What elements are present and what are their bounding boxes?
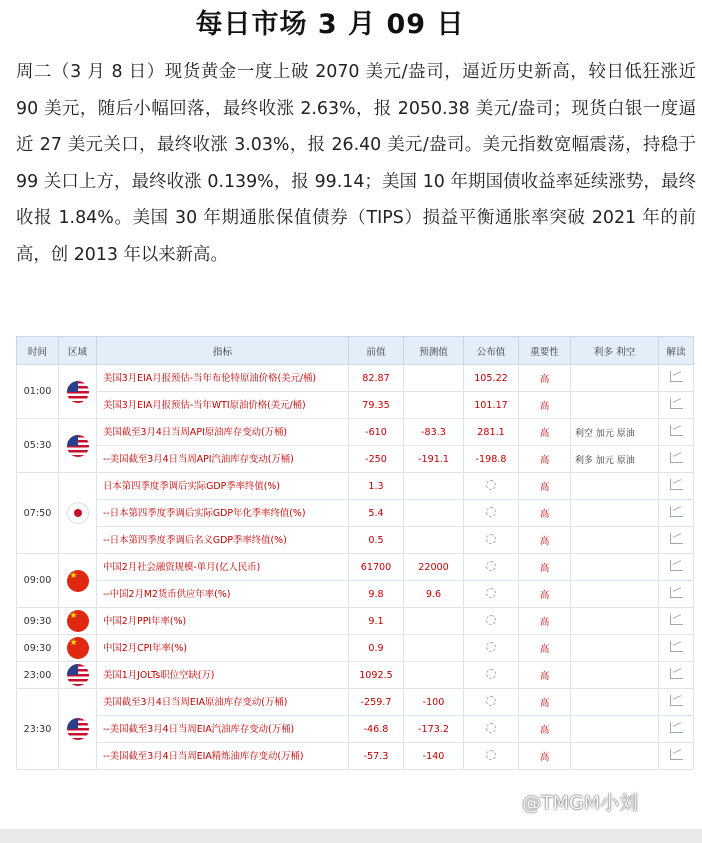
indicator-cell: 中国2月社会融资规模-单月(亿人民币) <box>97 554 349 581</box>
table-row <box>17 608 694 635</box>
pending-icon <box>486 669 496 679</box>
chart-icon[interactable] <box>670 506 683 517</box>
time-cell: 07:50 <box>17 473 59 554</box>
region-cell <box>59 635 97 662</box>
jp-flag-icon <box>67 502 89 524</box>
us-flag-icon <box>67 718 89 740</box>
effect-cell <box>571 581 659 608</box>
forecast-cell <box>404 473 464 500</box>
region-cell <box>59 554 97 608</box>
time-cell: 23:30 <box>17 689 59 770</box>
importance-cell: 高 <box>519 689 571 716</box>
chart-icon[interactable] <box>670 398 683 409</box>
previous-cell: 82.87 <box>349 365 404 392</box>
col-region-header: 区域 <box>59 337 97 365</box>
previous-cell: -46.8 <box>349 716 404 743</box>
chart-icon[interactable] <box>670 425 683 436</box>
analysis-cell <box>659 446 694 473</box>
effect-cell <box>571 473 659 500</box>
pending-icon <box>486 615 496 625</box>
actual-cell <box>464 608 519 635</box>
effect-cell <box>571 662 659 689</box>
forecast-cell <box>404 608 464 635</box>
actual-cell: 101.17 <box>464 392 519 419</box>
effect-cell <box>571 365 659 392</box>
effect-cell <box>571 635 659 662</box>
actual-cell: 281.1 <box>464 419 519 446</box>
forecast-cell: -191.1 <box>404 446 464 473</box>
indicator-cell: 美国截至3月4日当周EIA原油库存变动(万桶) <box>97 689 349 716</box>
effect-cell: 利多 加元 原油 <box>571 446 659 473</box>
table-row <box>17 581 694 608</box>
importance-cell: 高 <box>519 635 571 662</box>
forecast-cell: -100 <box>404 689 464 716</box>
importance-cell: 高 <box>519 446 571 473</box>
analysis-cell <box>659 716 694 743</box>
time-cell: 09:30 <box>17 635 59 662</box>
col-effect-header: 利多 利空 <box>571 337 659 365</box>
previous-cell: 0.5 <box>349 527 404 554</box>
table-row <box>17 554 694 581</box>
importance-cell: 高 <box>519 365 571 392</box>
previous-cell: 61700 <box>349 554 404 581</box>
table-row <box>17 500 694 527</box>
analysis-cell <box>659 392 694 419</box>
indicator-cell: --日本第四季度季调后实际GDP年化季率终值(%) <box>97 500 349 527</box>
table-row <box>17 365 694 392</box>
economic-calendar <box>16 336 693 770</box>
pending-icon <box>486 696 496 706</box>
market-summary-paragraph: 周二（3 月 8 日）现货黄金一度上破 2070 美元/盎司，逼近历史新高，较日低狂涨近 90 美元，随后小幅回落，最终收涨 2.63%，报 2050.38 美元/盎司；现货白银一度逼近 27 美元关口，最终收涨 3.03%，报 26.40 美元/盎司。美元指数宽幅震荡，持稳于 99 关口上方，最终收涨 0.139%，报 99.14；美国 10 年期国债收益率延续涨势，最终收报 1.84%。美国 30 年期通胀保值债券（TIPS）损益平衡通胀率突破 2021 年的前高，创 2013 年以来新高。 <box>16 62 696 265</box>
forecast-cell: -140 <box>404 743 464 770</box>
previous-cell: -610 <box>349 419 404 446</box>
forecast-cell <box>404 365 464 392</box>
watermark: @TMGM小刘 <box>522 792 639 814</box>
effect-cell <box>571 554 659 581</box>
analysis-cell <box>659 608 694 635</box>
table-row <box>17 662 694 689</box>
actual-cell <box>464 743 519 770</box>
col-time-header: 时间 <box>17 337 59 365</box>
table-row <box>17 635 694 662</box>
previous-cell: 9.8 <box>349 581 404 608</box>
time-cell: 09:00 <box>17 554 59 608</box>
table-row <box>17 392 694 419</box>
bottom-bar <box>0 829 702 843</box>
actual-cell <box>464 473 519 500</box>
forecast-cell: 22000 <box>404 554 464 581</box>
previous-cell: -57.3 <box>349 743 404 770</box>
region-cell <box>59 689 97 770</box>
actual-cell <box>464 635 519 662</box>
col-indicator-header: 指标 <box>97 337 349 365</box>
chart-icon[interactable] <box>670 533 683 544</box>
region-cell <box>59 662 97 689</box>
analysis-cell <box>659 689 694 716</box>
previous-cell: 9.1 <box>349 608 404 635</box>
actual-cell <box>464 500 519 527</box>
actual-cell: 105.22 <box>464 365 519 392</box>
indicator-cell: 美国3月EIA月报预估-当年布伦特原油价格(美元/桶) <box>97 365 349 392</box>
region-cell <box>59 608 97 635</box>
analysis-cell <box>659 365 694 392</box>
previous-cell: 1.3 <box>349 473 404 500</box>
table-header-row <box>17 337 694 365</box>
col-forecast-header: 预测值 <box>404 337 464 365</box>
forecast-cell: -83.3 <box>404 419 464 446</box>
importance-cell: 高 <box>519 608 571 635</box>
chart-icon[interactable] <box>670 560 683 571</box>
chart-icon[interactable] <box>670 641 683 652</box>
forecast-cell <box>404 635 464 662</box>
pending-icon <box>486 561 496 571</box>
actual-cell <box>464 581 519 608</box>
us-flag-icon <box>67 435 89 457</box>
page-title: 每日市场 3 月 09 日 <box>195 9 465 40</box>
analysis-cell <box>659 527 694 554</box>
forecast-cell <box>404 392 464 419</box>
pending-icon <box>486 480 496 490</box>
chart-icon[interactable] <box>670 749 683 760</box>
analysis-cell <box>659 581 694 608</box>
pending-icon <box>486 642 496 652</box>
importance-cell: 高 <box>519 473 571 500</box>
actual-cell <box>464 662 519 689</box>
table-row <box>17 419 694 446</box>
col-actual-header: 公布值 <box>464 337 519 365</box>
us-flag-icon <box>67 381 89 403</box>
indicator-cell: 中国2月PPI年率(%) <box>97 608 349 635</box>
importance-cell: 高 <box>519 716 571 743</box>
chart-icon[interactable] <box>670 587 683 598</box>
col-previous-header: 前值 <box>349 337 404 365</box>
effect-cell <box>571 743 659 770</box>
chart-icon[interactable] <box>670 695 683 706</box>
importance-cell: 高 <box>519 581 571 608</box>
forecast-cell: -173.2 <box>404 716 464 743</box>
us-flag-icon <box>67 664 89 686</box>
table-row <box>17 689 694 716</box>
effect-cell <box>571 608 659 635</box>
table-row <box>17 716 694 743</box>
forecast-cell: 9.6 <box>404 581 464 608</box>
actual-cell <box>464 527 519 554</box>
effect-cell <box>571 716 659 743</box>
col-analysis-header: 解读 <box>659 337 694 365</box>
previous-cell: -259.7 <box>349 689 404 716</box>
chart-icon[interactable] <box>670 614 683 625</box>
pending-icon <box>486 723 496 733</box>
pending-icon <box>486 507 496 517</box>
importance-cell: 高 <box>519 419 571 446</box>
indicator-cell: 美国3月EIA月报预估-当年WTI原油价格(美元/桶) <box>97 392 349 419</box>
forecast-cell <box>404 527 464 554</box>
importance-cell: 高 <box>519 743 571 770</box>
chart-icon[interactable] <box>670 722 683 733</box>
table-row <box>17 527 694 554</box>
chart-icon[interactable] <box>670 479 683 490</box>
table-row <box>17 446 694 473</box>
analysis-cell <box>659 473 694 500</box>
previous-cell: 1092.5 <box>349 662 404 689</box>
effect-cell <box>571 689 659 716</box>
analysis-cell <box>659 662 694 689</box>
actual-cell <box>464 554 519 581</box>
table-row <box>17 743 694 770</box>
indicator-cell: --美国截至3月4日当周EIA精炼油库存变动(万桶) <box>97 743 349 770</box>
effect-cell: 利空 加元 原油 <box>571 419 659 446</box>
indicator-cell: --日本第四季度季调后名义GDP季率终值(%) <box>97 527 349 554</box>
region-cell <box>59 419 97 473</box>
indicator-cell: 美国1月JOLTs职位空缺(万) <box>97 662 349 689</box>
analysis-cell <box>659 635 694 662</box>
time-cell: 09:30 <box>17 608 59 635</box>
forecast-cell <box>404 500 464 527</box>
chart-icon[interactable] <box>670 668 683 679</box>
pending-icon <box>486 534 496 544</box>
chart-icon[interactable] <box>670 452 683 463</box>
analysis-cell <box>659 554 694 581</box>
chart-icon[interactable] <box>670 371 683 382</box>
region-cell <box>59 365 97 419</box>
previous-cell: 0.9 <box>349 635 404 662</box>
actual-cell <box>464 689 519 716</box>
actual-cell <box>464 716 519 743</box>
importance-cell: 高 <box>519 392 571 419</box>
time-cell: 01:00 <box>17 365 59 419</box>
time-cell: 05:30 <box>17 419 59 473</box>
effect-cell <box>571 527 659 554</box>
table-row <box>17 473 694 500</box>
importance-cell: 高 <box>519 500 571 527</box>
importance-cell: 高 <box>519 662 571 689</box>
effect-cell <box>571 392 659 419</box>
analysis-cell <box>659 419 694 446</box>
importance-cell: 高 <box>519 527 571 554</box>
cn-flag-icon <box>67 610 89 632</box>
analysis-cell <box>659 500 694 527</box>
previous-cell: 79.35 <box>349 392 404 419</box>
importance-cell: 高 <box>519 554 571 581</box>
indicator-cell: --美国截至3月4日当周API汽油库存变动(万桶) <box>97 446 349 473</box>
cn-flag-icon <box>67 570 89 592</box>
forecast-cell <box>404 662 464 689</box>
actual-cell: -198.8 <box>464 446 519 473</box>
region-cell <box>59 473 97 554</box>
previous-cell: -250 <box>349 446 404 473</box>
indicator-cell: 中国2月CPI年率(%) <box>97 635 349 662</box>
indicator-cell: 日本第四季度季调后实际GDP季率终值(%) <box>97 473 349 500</box>
pending-icon <box>486 750 496 760</box>
cn-flag-icon <box>67 637 89 659</box>
economic-calendar-table <box>16 336 694 770</box>
indicator-cell: 美国截至3月4日当周API原油库存变动(万桶) <box>97 419 349 446</box>
pending-icon <box>486 588 496 598</box>
analysis-cell <box>659 743 694 770</box>
indicator-cell: --中国2月M2货币供应年率(%) <box>97 581 349 608</box>
previous-cell: 5.4 <box>349 500 404 527</box>
table-body <box>17 365 694 770</box>
time-cell: 23:00 <box>17 662 59 689</box>
indicator-cell: --美国截至3月4日当周EIA汽油库存变动(万桶) <box>97 716 349 743</box>
col-importance-header: 重要性 <box>519 337 571 365</box>
effect-cell <box>571 500 659 527</box>
